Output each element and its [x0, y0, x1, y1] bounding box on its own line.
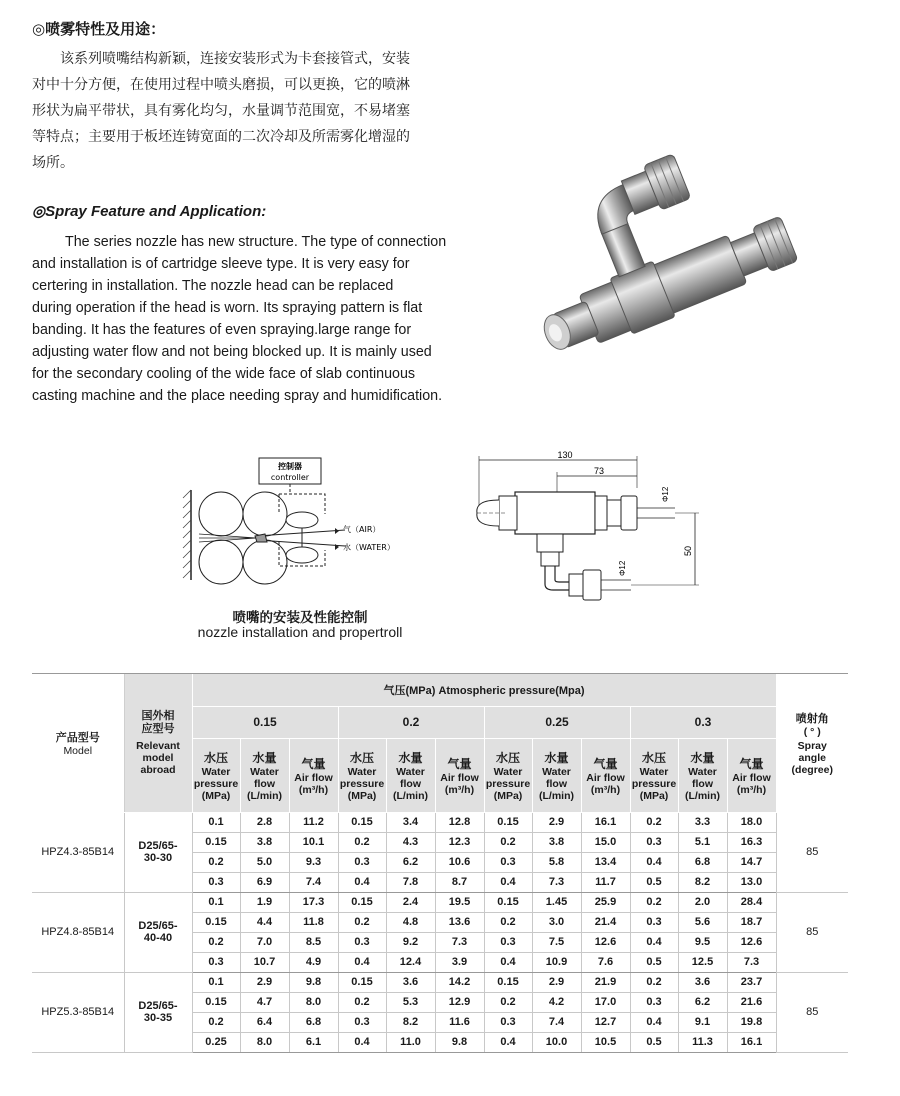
- table-cell: 7.4: [532, 1012, 581, 1032]
- table-cell: 6.9: [240, 872, 289, 892]
- table-cell: 17.3: [289, 892, 338, 912]
- caption-cn: 喷嘴的安装及性能控制: [232, 610, 368, 626]
- paragraph-en-line: banding. It has the features of even spraying.large range for: [32, 322, 412, 338]
- table-cell: 0.3: [338, 852, 386, 872]
- table-cell: 7.6: [581, 952, 630, 972]
- paragraph-en-line: and installation is of cartridge sleeve type. It is very easy for: [32, 256, 410, 272]
- table-cell: 0.3: [338, 1012, 386, 1032]
- table-cell: 12.6: [581, 932, 630, 952]
- table-cell: 4.4: [240, 912, 289, 932]
- table-cell: 12.4: [386, 952, 435, 972]
- table-cell: 0.5: [630, 872, 678, 892]
- table-cell: 9.8: [289, 972, 338, 992]
- table-cell: 19.8: [727, 1012, 776, 1032]
- table-cell: 0.4: [338, 952, 386, 972]
- header-angle-sym: ( ° ): [803, 725, 821, 738]
- table-cell: 2.9: [532, 972, 581, 992]
- table-cell: 5.3: [386, 992, 435, 1012]
- paragraph-cn-line: 对中十分方便，在使用过程中喷头磨损，可以更换，它的喷淋: [32, 77, 410, 93]
- nozzle-product-image: [520, 140, 820, 370]
- subheader-water-pressure-cn: 水压: [349, 750, 374, 765]
- table-cell: 0.2: [338, 992, 386, 1012]
- paragraph-en-line: certering in installation. The nozzle head can be replaced: [32, 278, 394, 294]
- spray-angle-cell: 85: [776, 972, 848, 1052]
- table-cell: 0.1: [192, 812, 240, 832]
- subheader-water-pressure: [484, 738, 532, 812]
- subheader-water-flow-cn: 水量: [398, 750, 423, 765]
- table-cell: 18.0: [727, 812, 776, 832]
- relevant-model-text: D25/65-40-40: [138, 920, 178, 944]
- controller-label-en: controller: [270, 473, 310, 482]
- subheader-water-pressure-en: Water pressure (MPa): [193, 765, 239, 802]
- table-cell: 9.5: [678, 932, 727, 952]
- table-cell: 0.2: [630, 892, 678, 912]
- table-cell: 10.5: [581, 1032, 630, 1052]
- table-cell: 21.4: [581, 912, 630, 932]
- model-cell: HPZ4.3-85B14: [32, 812, 124, 892]
- air-label: 气（AIR）: [343, 525, 381, 534]
- subheader-water-pressure-cn: 水压: [641, 750, 666, 765]
- subheader-water-flow-en: Water flow (L/min): [247, 765, 282, 802]
- table-cell: 8.0: [289, 992, 338, 1012]
- table-cell: 0.15: [484, 892, 532, 912]
- model-cell: HPZ4.8-85B14: [32, 892, 124, 972]
- table-cell: 8.0: [240, 1032, 289, 1052]
- table-cell: 16.1: [727, 1032, 776, 1052]
- dimension-50: 50: [683, 545, 693, 556]
- table-cell: 3.9: [435, 952, 484, 972]
- paragraph-cn-line: 形状为扁平带状，具有雾化均匀，水量调节范围宽，不易堵塞: [32, 103, 410, 119]
- header-pressure-0: 0.15: [192, 706, 338, 738]
- table-cell: 0.2: [338, 832, 386, 852]
- subheader-water-pressure: [192, 738, 240, 812]
- subheader-air-flow-cn: 气量: [593, 756, 618, 771]
- table-cell: 7.3: [435, 932, 484, 952]
- table-cell: 2.0: [678, 892, 727, 912]
- table-cell: 3.6: [678, 972, 727, 992]
- header-spray-angle: [776, 674, 848, 812]
- table-cell: 12.8: [435, 812, 484, 832]
- subheader-water-pressure-en: Water pressure (MPa): [631, 765, 677, 802]
- table-cell: 7.3: [532, 872, 581, 892]
- subheader-air-flow-en: Air flow (m³/h): [440, 771, 479, 796]
- table-cell: 7.3: [727, 952, 776, 972]
- table-cell: 0.2: [192, 852, 240, 872]
- header-relevant: [124, 674, 192, 812]
- table-cell: 0.3: [630, 832, 678, 852]
- header-pressure-2: 0.25: [484, 706, 630, 738]
- section-title-en: ◎Spray Feature and Application:: [32, 203, 267, 220]
- table-cell: 11.6: [435, 1012, 484, 1032]
- table-cell: 1.45: [532, 892, 581, 912]
- subheader-water-pressure: [630, 738, 678, 812]
- table-cell: 0.3: [192, 872, 240, 892]
- header-relevant-cn: 国外相应型号: [141, 709, 175, 735]
- table-cell: 16.1: [581, 812, 630, 832]
- subheader-water-pressure-en: Water pressure (MPa): [339, 765, 385, 802]
- table-cell: 13.4: [581, 852, 630, 872]
- subheader-water-flow: [386, 738, 435, 812]
- header-model-en: Model: [63, 744, 93, 757]
- paragraph-en-line: during operation if the head is worn. Its spraying pattern is flat: [32, 300, 423, 316]
- table-cell: 2.9: [240, 972, 289, 992]
- table-cell: 0.2: [192, 932, 240, 952]
- spray-angle-cell: 85: [776, 812, 848, 892]
- table-cell: 0.4: [630, 1012, 678, 1032]
- table-cell: 14.2: [435, 972, 484, 992]
- table-cell: 2.9: [532, 812, 581, 832]
- table-cell: 25.9: [581, 892, 630, 912]
- header-model-cn: 产品型号: [55, 731, 100, 744]
- table-cell: 13.0: [727, 872, 776, 892]
- table-cell: 18.7: [727, 912, 776, 932]
- table-cell: 3.4: [386, 812, 435, 832]
- table-cell: 21.9: [581, 972, 630, 992]
- subheader-air-flow-cn: 气量: [739, 756, 764, 771]
- table-cell: 23.7: [727, 972, 776, 992]
- header-pressure-1: 0.2: [338, 706, 484, 738]
- table-cell: 9.8: [435, 1032, 484, 1052]
- table-cell: 0.2: [338, 912, 386, 932]
- table-cell: 0.15: [192, 832, 240, 852]
- relevant-model-cell: [124, 892, 192, 972]
- table-cell: 0.4: [484, 1032, 532, 1052]
- table-cell: 0.15: [338, 972, 386, 992]
- paragraph-en-line: The series nozzle has new structure. The type of connection: [65, 234, 447, 250]
- table-cell: 17.0: [581, 992, 630, 1012]
- table-cell: 5.8: [532, 852, 581, 872]
- header-relevant-en: Relevant model abroad: [136, 739, 180, 776]
- table-cell: 9.1: [678, 1012, 727, 1032]
- table-cell: 8.7: [435, 872, 484, 892]
- table-cell: 19.5: [435, 892, 484, 912]
- spec-body: [32, 812, 848, 1052]
- table-cell: 7.8: [386, 872, 435, 892]
- header-pressure-3: 0.3: [630, 706, 776, 738]
- table-cell: 10.7: [240, 952, 289, 972]
- table-cell: 0.3: [630, 912, 678, 932]
- table-cell: 0.15: [338, 892, 386, 912]
- table-cell: 11.8: [289, 912, 338, 932]
- table-cell: 6.2: [678, 992, 727, 1012]
- relevant-model-text: D25/65-30-30: [138, 840, 178, 864]
- table-cell: 16.3: [727, 832, 776, 852]
- relevant-model-cell: [124, 812, 192, 892]
- table-cell: 12.5: [678, 952, 727, 972]
- paragraph-cn: [32, 46, 462, 176]
- subheader-water-flow-en: Water flow (L/min): [539, 765, 574, 802]
- table-cell: 5.6: [678, 912, 727, 932]
- table-cell: 0.25: [192, 1032, 240, 1052]
- subheader-water-flow-cn: 水量: [690, 750, 715, 765]
- table-cell: 28.4: [727, 892, 776, 912]
- paragraph-en-line: casting machine and the place needing spray and humidification.: [32, 388, 443, 404]
- table-cell: 0.3: [338, 932, 386, 952]
- table-cell: 8.5: [289, 932, 338, 952]
- table-cell: 0.4: [484, 952, 532, 972]
- table-cell: 3.8: [240, 832, 289, 852]
- table-cell: 7.5: [532, 932, 581, 952]
- table-cell: 4.8: [386, 912, 435, 932]
- table-cell: 0.1: [192, 972, 240, 992]
- table-cell: 9.2: [386, 932, 435, 952]
- table-cell: 0.4: [484, 872, 532, 892]
- table-cell: 10.9: [532, 952, 581, 972]
- subheader-water-flow-en: Water flow (L/min): [393, 765, 428, 802]
- table-cell: 3.0: [532, 912, 581, 932]
- subheader-air-flow-en: Air flow (m³/h): [294, 771, 333, 796]
- table-cell: 21.6: [727, 992, 776, 1012]
- subheader-air-flow: [727, 738, 776, 812]
- table-cell: 8.2: [678, 872, 727, 892]
- dimension-phi12-a: Φ12: [661, 486, 670, 502]
- table-cell: 8.2: [386, 1012, 435, 1032]
- table-cell: 0.15: [484, 812, 532, 832]
- subheader-water-flow-en: Water flow (L/min): [685, 765, 720, 802]
- table-cell: 0.15: [192, 992, 240, 1012]
- subheader-air-flow: [435, 738, 484, 812]
- subheader-water-pressure-cn: 水压: [203, 750, 228, 765]
- table-cell: 12.7: [581, 1012, 630, 1032]
- table-cell: 11.7: [581, 872, 630, 892]
- table-cell: 6.4: [240, 1012, 289, 1032]
- table-cell: 2.4: [386, 892, 435, 912]
- table-cell: 6.8: [289, 1012, 338, 1032]
- table-cell: 6.1: [289, 1032, 338, 1052]
- subheader-air-flow-cn: 气量: [447, 756, 472, 771]
- table-cell: 0.3: [484, 932, 532, 952]
- dimension-130: 130: [557, 450, 573, 460]
- subheader-water-flow: [678, 738, 727, 812]
- table-cell: 0.4: [338, 1032, 386, 1052]
- table-cell: 0.2: [192, 1012, 240, 1032]
- paragraph-en-line: adjusting water flow and not being blocked up. It is mainly used: [32, 344, 432, 360]
- subheader-water-pressure-cn: 水压: [495, 750, 520, 765]
- paragraph-en-line: for the secondary cooling of the wide face of slab continuous: [32, 366, 416, 382]
- table-cell: 7.0: [240, 932, 289, 952]
- table-cell: 0.3: [484, 1012, 532, 1032]
- table-cell: 6.2: [386, 852, 435, 872]
- table-cell: 0.2: [630, 972, 678, 992]
- section-title-cn: ◎喷雾特性及用途：: [32, 20, 166, 38]
- subheader-water-flow-cn: 水量: [544, 750, 569, 765]
- table-cell: 4.2: [532, 992, 581, 1012]
- table-cell: 6.8: [678, 852, 727, 872]
- table-cell: 10.6: [435, 852, 484, 872]
- subheader-air-flow: [289, 738, 338, 812]
- subheader-water-pressure: [338, 738, 386, 812]
- table-cell: 0.2: [630, 812, 678, 832]
- dimension-drawing: [465, 448, 715, 608]
- table-cell: 5.0: [240, 852, 289, 872]
- subheader-air-flow-en: Air flow (m³/h): [732, 771, 771, 796]
- table-cell: 7.4: [289, 872, 338, 892]
- table-cell: 11.2: [289, 812, 338, 832]
- header-angle-cn: 喷射角: [795, 712, 829, 725]
- table-cell: 12.9: [435, 992, 484, 1012]
- model-cell: HPZ5.3-85B14: [32, 972, 124, 1052]
- table-cell: 10.1: [289, 832, 338, 852]
- table-cell: 1.9: [240, 892, 289, 912]
- table-cell: 4.3: [386, 832, 435, 852]
- table-cell: 0.4: [338, 872, 386, 892]
- table-row: [32, 892, 848, 912]
- header-angle-en: Spray angle (degree): [791, 739, 833, 776]
- subheader-water-pressure-en: Water pressure (MPa): [485, 765, 531, 802]
- table-cell: 5.1: [678, 832, 727, 852]
- header-model: [32, 674, 124, 812]
- spray-angle-cell: 85: [776, 892, 848, 972]
- relevant-model-cell: [124, 972, 192, 1052]
- table-cell: 11.3: [678, 1032, 727, 1052]
- table-cell: 12.6: [727, 932, 776, 952]
- table-cell: 11.0: [386, 1032, 435, 1052]
- subheader-water-flow-cn: 水量: [252, 750, 277, 765]
- relevant-model-text: D25/65-30-35: [138, 1000, 178, 1024]
- table-cell: 3.3: [678, 812, 727, 832]
- table-cell: 0.2: [484, 832, 532, 852]
- table-cell: 0.3: [192, 952, 240, 972]
- table-cell: 0.15: [192, 912, 240, 932]
- water-label: 水（WATER）: [343, 543, 395, 552]
- subheader-air-flow-en: Air flow (m³/h): [586, 771, 625, 796]
- table-cell: 0.4: [630, 932, 678, 952]
- table-cell: 0.3: [484, 852, 532, 872]
- controller-label-cn: 控制器: [278, 462, 302, 471]
- table-row: [32, 972, 848, 992]
- paragraph-cn-line: 该系列喷嘴结构新颖，连接安装形式为卡套接管式，安装: [60, 51, 410, 67]
- table-cell: 0.2: [484, 912, 532, 932]
- table-cell: 0.15: [338, 812, 386, 832]
- table-cell: 0.15: [484, 972, 532, 992]
- paragraph-cn-line: 场所。: [32, 155, 74, 171]
- subheader-water-flow: [532, 738, 581, 812]
- table-cell: 13.6: [435, 912, 484, 932]
- subheader-air-flow: [581, 738, 630, 812]
- table-cell: 0.1: [192, 892, 240, 912]
- subheader-air-flow-cn: 气量: [301, 756, 326, 771]
- paragraph-cn-line: 等特点；主要用于板坯连铸宽面的二次冷却及所需雾化增湿的: [32, 129, 410, 145]
- table-cell: 3.6: [386, 972, 435, 992]
- header-air-pressure: 气压(MPa) Atmospheric pressure(Mpa): [192, 674, 776, 706]
- caption-en: nozzle installation and propertroll: [197, 624, 403, 640]
- table-cell: 3.8: [532, 832, 581, 852]
- table-row: [32, 812, 848, 832]
- spec-table: [32, 674, 848, 1053]
- table-cell: 0.5: [630, 1032, 678, 1052]
- table-cell: 0.2: [484, 992, 532, 1012]
- table-cell: 15.0: [581, 832, 630, 852]
- installation-diagram: [175, 450, 425, 600]
- dimension-73: 73: [593, 466, 605, 476]
- table-cell: 4.7: [240, 992, 289, 1012]
- table-cell: 4.9: [289, 952, 338, 972]
- subheader-water-flow: [240, 738, 289, 812]
- table-cell: 10.0: [532, 1032, 581, 1052]
- table-cell: 0.3: [630, 992, 678, 1012]
- table-cell: 0.4: [630, 852, 678, 872]
- table-cell: 0.5: [630, 952, 678, 972]
- table-cell: 9.3: [289, 852, 338, 872]
- table-cell: 2.8: [240, 812, 289, 832]
- table-cell: 12.3: [435, 832, 484, 852]
- paragraph-en: [32, 231, 464, 407]
- table-cell: 14.7: [727, 852, 776, 872]
- dimension-phi12-b: Φ12: [618, 560, 627, 576]
